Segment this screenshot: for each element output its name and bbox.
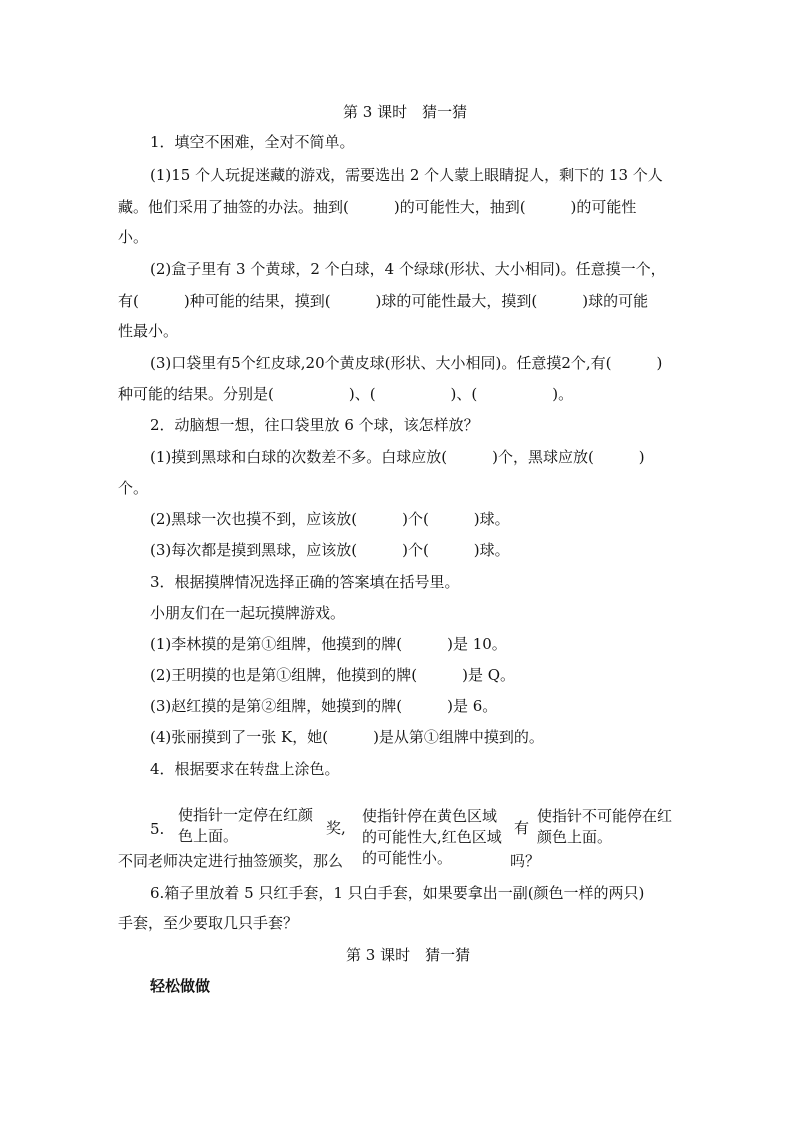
q1-p2-line2: 有( )种可能的结果，摸到( )球的可能性最大，摸到( )球的可能: [118, 292, 649, 310]
q3-p3: (3)赵红摸的是第②组牌，她摸到的牌( )是 6。: [150, 697, 498, 715]
q1-heading: 1．填空不困难，全对不简单。: [150, 133, 355, 151]
q6-line1: 6.箱子里放着 5 只红手套，1 只白手套，如果要拿出一副(颜色一样的两只): [150, 884, 645, 902]
q5-fragment-have: 有: [514, 819, 530, 837]
q2-p2: (2)黑球一次也摸不到，应该放( )个( )球。: [150, 510, 510, 528]
answer-section-heading: 轻松做做: [150, 977, 211, 995]
q1-p2-line1: (2)盒子里有 3 个黄球，2 个白球，4 个绿球(形状、大小相同)。任意摸一个，: [150, 260, 666, 278]
q2-p1-line1: (1)摸到黑球和白球的次数差不多。白球应放( )个，黑球应放( ): [150, 448, 645, 466]
q3-p1: (1)李林摸的是第①组牌，他摸到的牌( )是 10。: [150, 635, 507, 653]
q3-p4: (4)张丽摸到了一张 K，她( )是从第①组牌中摸到的。: [150, 728, 544, 746]
spinner-requirement-red-always: 使指针一定停在红颜色上面。: [178, 805, 318, 847]
q4-heading: 4．根据要求在转盘上涂色。: [150, 760, 340, 778]
q1-p1-line2: 藏。他们采用了抽签的办法。抽到( )的可能性大，抽到( )的可能性: [118, 198, 637, 216]
page-title: 第 3 课时 猜一猜: [343, 103, 468, 121]
q2-heading: 2．动脑想一想，往口袋里放 6 个球，该怎样放？: [150, 416, 479, 434]
q3-heading: 3．根据摸牌情况选择正确的答案填在括号里。: [150, 573, 460, 591]
q1-p2-line3: 性最小。: [118, 322, 179, 340]
q1-p1-line3: 小。: [118, 228, 149, 246]
q1-p3-line2: 种可能的结果。分别是( )、( )、( )。: [118, 385, 574, 403]
q1-p3-line1: (3)口袋里有5个红皮球,20个黄皮球(形状、大小相同)。任意摸2个,有( ): [150, 354, 663, 372]
q1-p1-line1: (1)15 个人玩捉迷藏的游戏，需要选出 2 个人蒙上眼睛捉人，剩下的 13 个人: [150, 166, 663, 184]
q5-fragment-question: 吗？: [510, 852, 541, 870]
q3-p2: (2)王明摸的也是第①组牌，他摸到的牌( )是 Q。: [150, 666, 516, 684]
q2-p3: (3)每次都是摸到黑球，应该放( )个( )球。: [150, 541, 510, 559]
spinner-requirement-yellow-likely: 使指针停在黄色区域的可能性大,红色区域的可能性小。: [362, 806, 504, 870]
spinner-requirement-red-never: 使指针不可能停在红颜色上面。: [537, 806, 679, 848]
q3-intro: 小朋友们在一起玩摸牌游戏。: [150, 604, 346, 622]
q5-line2: 不同老师决定进行抽签颁奖，那么: [118, 852, 344, 870]
q2-p1-line2: 个。: [118, 479, 149, 497]
q5-number: 5.: [150, 820, 165, 838]
q5-fragment-prize: 奖,: [326, 819, 346, 837]
q6-line2: 手套，至少要取几只手套？: [118, 914, 299, 932]
answer-title: 第 3 课时 猜一猜: [346, 946, 471, 964]
